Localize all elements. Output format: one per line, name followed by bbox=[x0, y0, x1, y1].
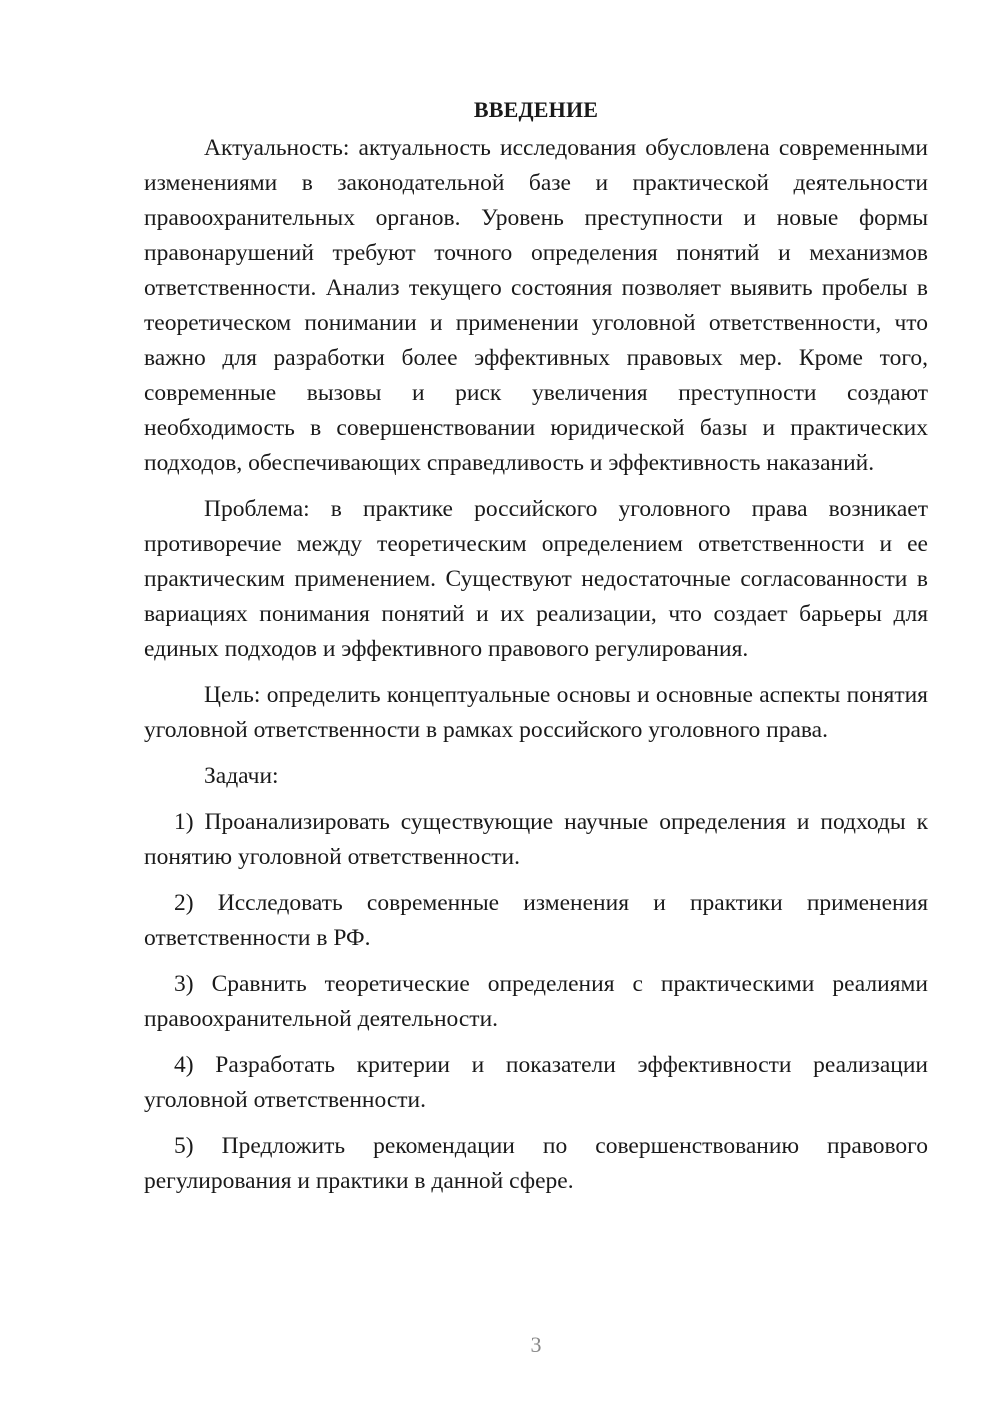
paragraph-problem: Проблема: в практике российского уголовного права возникает противоречие между теоретическим определением ответственности и ее практическим применением. Существуют недостаточные согласованности в вариациях понимания понятий и их реализации, что создает барьеры для единых подходов и эффективного правового регулирования. bbox=[144, 496, 928, 662]
paragraph-relevance: Актуальность: актуальность исследования обусловлена современными изменениями в законодательной базе и практической деятельности правоохранительных органов. Уровень преступности и новые формы правонарушений требуют точного определения понятий и механизмов ответственности. Анализ текущего состояния позволяет выявить пробелы в теоретическом понимании и применении уголовной ответственности, что важно для разработки более эффективных правовых мер. Кроме того, современные вызовы и риск увеличения преступности создают необходимость в совершенствовании юридической базы и практических подходов, обеспечивающих справедливость и эффективность наказаний. bbox=[144, 135, 928, 476]
task-item-5: 5) Предложить рекомендации по совершенствованию правового регулирования и практики в данной сфере. bbox=[144, 1133, 928, 1194]
paragraph-goal: Цель: определить концептуальные основы и основные аспекты понятия уголовной ответственности в рамках российского уголовного права. bbox=[144, 682, 928, 743]
page-number: 3 bbox=[530, 1332, 542, 1357]
task-item-1: 1) Проанализировать существующие научные определения и подходы к понятию уголовной ответственности. bbox=[144, 809, 928, 870]
tasks-label: Задачи: bbox=[204, 763, 279, 789]
section-title: ВВЕДЕНИЕ bbox=[473, 97, 599, 122]
page-content bbox=[144, 92, 928, 1210]
task-item-3: 3) Сравнить теоретические определения с практическими реалиями правоохранительной деятельности. bbox=[144, 971, 928, 1032]
task-item-4: 4) Разработать критерии и показатели эффективности реализации уголовной ответственности. bbox=[144, 1052, 928, 1113]
task-item-2: 2) Исследовать современные изменения и практики применения ответственности в РФ. bbox=[144, 890, 928, 951]
